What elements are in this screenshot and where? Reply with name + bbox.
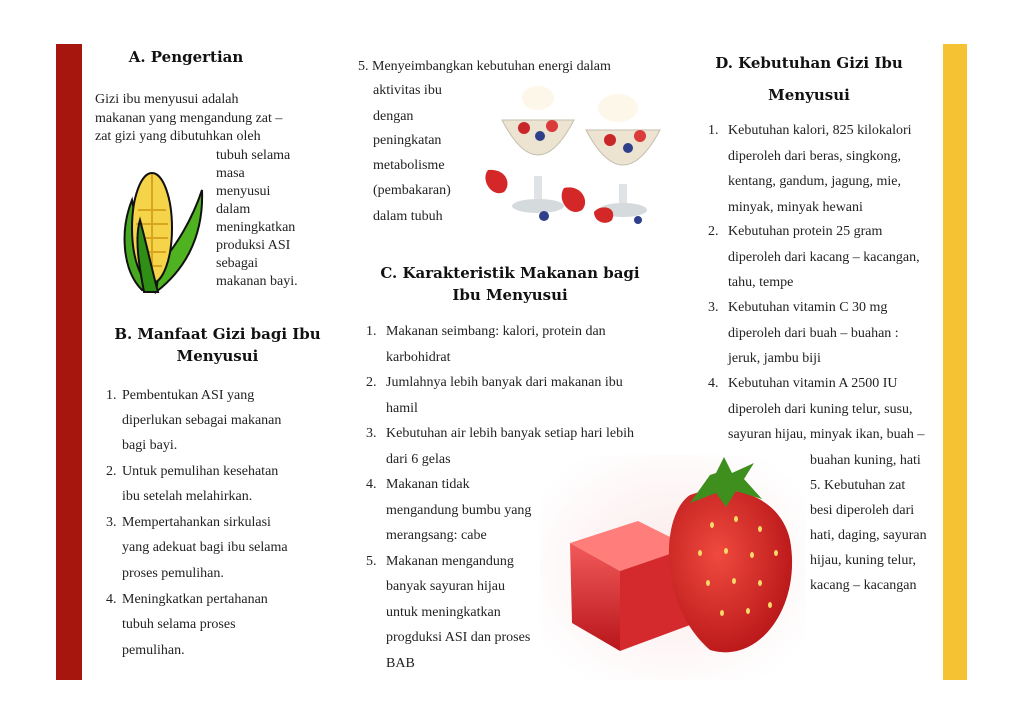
section-a-side-2: masa bbox=[216, 166, 245, 181]
section-a-item5-line-4: metabolisme bbox=[373, 158, 445, 173]
section-c-item-5-line-1: Makanan mengandung bbox=[386, 554, 514, 569]
section-d-tail-4: hati, daging, sayuran bbox=[810, 528, 927, 543]
section-b-item-4-line-1: Meningkatkan pertahanan bbox=[122, 592, 268, 607]
right-yellow-band bbox=[943, 44, 967, 680]
section-d-item-4-line-3: sayuran hijau, minyak ikan, buah – bbox=[728, 427, 925, 442]
section-b-item-3-line-1: Mempertahankan sirkulasi bbox=[122, 515, 271, 530]
section-b-item-3-line-2: yang adekuat bagi ibu selama bbox=[122, 540, 288, 555]
section-a-side-5: meningkatkan bbox=[216, 220, 296, 235]
section-c-heading-line1: C. Karakteristik Makanan bagi bbox=[380, 264, 640, 282]
section-c-item-5-line-3: untuk meningkatkan bbox=[386, 605, 501, 620]
section-a-side-8: makanan bayi. bbox=[216, 274, 298, 289]
section-c-item-1-num: 1. bbox=[366, 324, 377, 339]
section-c-item-1-line-1: Makanan seimbang: kalori, protein dan bbox=[386, 324, 606, 339]
section-b-item-2-line-1: Untuk pemulihan kesehatan bbox=[122, 464, 279, 479]
section-d-item-2-line-1: Kebutuhan protein 25 gram bbox=[728, 224, 883, 239]
section-a-heading: A. Pengertian bbox=[128, 48, 244, 66]
section-d-item-1-num: 1. bbox=[708, 123, 719, 138]
section-b-item-2-line-2: ibu setelah melahirkan. bbox=[122, 489, 253, 504]
section-a-side-6: produksi ASI bbox=[216, 238, 291, 253]
section-c-heading-line2: Ibu Menyusui bbox=[452, 286, 568, 304]
section-d-item-2-line-3: tahu, tempe bbox=[728, 275, 794, 290]
left-red-band bbox=[56, 44, 82, 680]
section-b-item-1-num: 1. bbox=[106, 388, 117, 403]
section-a-side-1: tubuh selama bbox=[216, 148, 291, 163]
section-a-item5-line-1: aktivitas ibu bbox=[373, 83, 442, 98]
section-a-side-7: sebagai bbox=[216, 256, 258, 271]
section-b-item-3-line-3: proses pemulihan. bbox=[122, 566, 224, 581]
section-b-item-1-line-1: Pembentukan ASI yang bbox=[122, 388, 255, 403]
section-d-item-1-line-1: Kebutuhan kalori, 825 kilokalori bbox=[728, 123, 912, 138]
section-a-item5-first: 5. Menyeimbangkan kebutuhan energi dalam bbox=[358, 59, 611, 74]
section-d-tail-5: hijau, kuning telur, bbox=[810, 553, 916, 568]
corn-illustration bbox=[112, 160, 212, 298]
section-b-item-3-num: 3. bbox=[106, 515, 117, 530]
section-d-tail-6: kacang – kacangan bbox=[810, 578, 917, 593]
section-a-intro-2: makanan yang mengandung zat – bbox=[95, 111, 283, 126]
section-d-heading-line2: Menyusui bbox=[768, 86, 850, 104]
section-c-item-5-line-5: BAB bbox=[386, 656, 415, 671]
section-d-item-2-line-2: diperoleh dari kacang – kacangan, bbox=[728, 250, 920, 265]
section-c-item-3-line-2: dari 6 gelas bbox=[386, 452, 451, 467]
section-d-item-3-line-3: jeruk, jambu biji bbox=[728, 351, 821, 366]
section-d-item-3-line-1: Kebutuhan vitamin C 30 mg bbox=[728, 300, 888, 315]
section-c-item-2-line-1: Jumlahnya lebih banyak dari makanan ibu bbox=[386, 375, 623, 390]
section-d-item-3-line-2: diperoleh dari buah – buahan : bbox=[728, 326, 899, 341]
section-d-item-3-num: 3. bbox=[708, 300, 719, 315]
section-a-intro-1: Gizi ibu menyusui adalah bbox=[95, 92, 239, 107]
section-c-item-2-num: 2. bbox=[366, 375, 377, 390]
section-c-item-4-line-2: mengandung bumbu yang bbox=[386, 503, 532, 518]
fruit-dessert-illustration bbox=[478, 80, 668, 228]
section-d-item-4-line-1: Kebutuhan vitamin A 2500 IU bbox=[728, 376, 898, 391]
section-b-item-2-num: 2. bbox=[106, 464, 117, 479]
section-a-item5-line-3: peningkatan bbox=[373, 133, 442, 148]
section-a-item5-line-2: dengan bbox=[373, 109, 414, 124]
section-d-heading-line1: D. Kebutuhan Gizi Ibu bbox=[715, 54, 903, 72]
section-d-tail-3: besi diperoleh dari bbox=[810, 503, 915, 518]
section-a-intro-3: zat gizi yang dibutuhkan oleh bbox=[95, 129, 261, 144]
jelly-strawberry-illustration bbox=[540, 455, 806, 680]
section-d-item-1-line-3: kentang, gandum, jagung, mie, bbox=[728, 174, 902, 189]
section-b-item-4-line-3: pemulihan. bbox=[122, 643, 185, 658]
section-b-item-4-line-2: tubuh selama proses bbox=[122, 617, 236, 632]
section-d-tail-1: buahan kuning, hati bbox=[810, 453, 921, 468]
section-a-item5-line-6: dalam tubuh bbox=[373, 209, 443, 224]
section-a-item5-line-5: (pembakaran) bbox=[373, 183, 451, 198]
section-b-item-4-num: 4. bbox=[106, 592, 117, 607]
section-b-item-1-line-3: bagi bayi. bbox=[122, 438, 178, 453]
section-c-item-5-line-2: banyak sayuran hijau bbox=[386, 579, 505, 594]
section-c-item-2-line-2: hamil bbox=[386, 401, 418, 416]
section-d-item-1-line-2: diperoleh dari beras, singkong, bbox=[728, 149, 902, 164]
section-b-heading-line2: Menyusui bbox=[176, 347, 259, 365]
section-d-tail-2: 5. Kebutuhan zat bbox=[810, 478, 906, 493]
section-d-item-2-num: 2. bbox=[708, 224, 719, 239]
section-d-item-1-line-4: minyak, minyak hewani bbox=[728, 200, 863, 215]
section-b-item-1-line-2: diperlukan sebagai makanan bbox=[122, 413, 282, 428]
section-c-item-4-num: 4. bbox=[366, 477, 377, 492]
section-d-item-4-line-2: diperoleh dari kuning telur, susu, bbox=[728, 402, 913, 417]
section-c-item-3-num: 3. bbox=[366, 426, 377, 441]
section-c-item-5-num: 5. bbox=[366, 554, 377, 569]
section-c-item-3-line-1: Kebutuhan air lebih banyak setiap hari lebih bbox=[386, 426, 635, 441]
section-b-heading-line1: B. Manfaat Gizi bagi Ibu bbox=[114, 325, 321, 343]
section-c-item-5-line-4: progduksi ASI dan proses bbox=[386, 630, 531, 645]
section-d-item-4-num: 4. bbox=[708, 376, 719, 391]
section-a-side-4: dalam bbox=[216, 202, 251, 217]
section-c-item-1-line-2: karbohidrat bbox=[386, 350, 451, 365]
section-c-item-4-line-3: merangsang: cabe bbox=[386, 528, 487, 543]
section-c-item-4-line-1: Makanan tidak bbox=[386, 477, 470, 492]
section-a-side-3: menyusui bbox=[216, 184, 271, 199]
